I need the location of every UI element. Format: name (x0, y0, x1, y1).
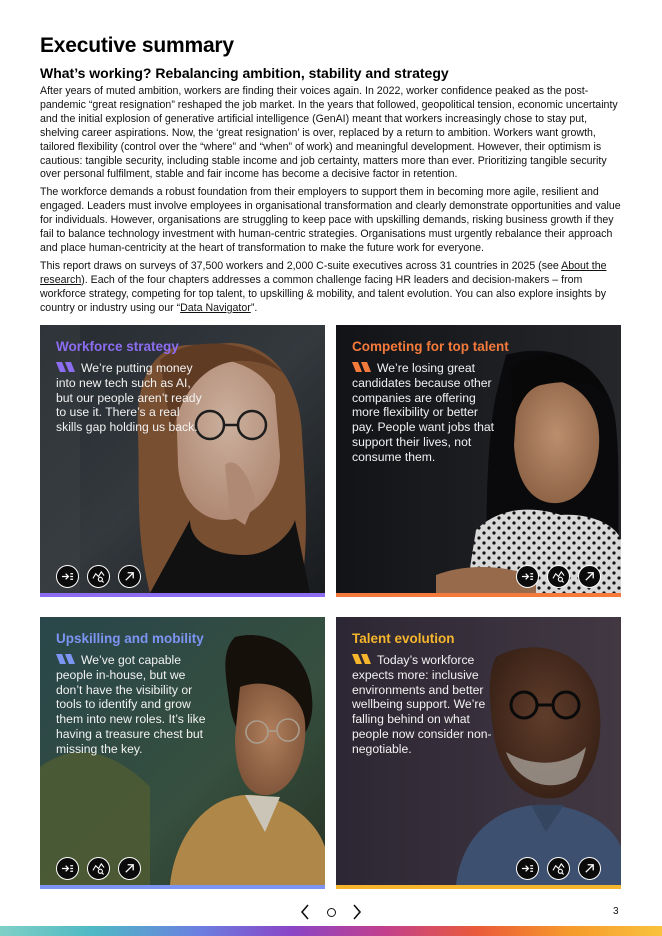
quote-mark-icon (352, 654, 374, 664)
next-page-button[interactable] (348, 903, 366, 921)
card-quote: We’ve got capable people in-house, but we don’t have the visibility or tools to identify and grow them into new roles. It’s like having a treasure chest but missing the key. (56, 653, 206, 756)
external-link-icon[interactable] (118, 857, 141, 880)
card-accent-bar (40, 885, 325, 889)
body-text (40, 85, 626, 320)
data-explore-icon[interactable] (547, 565, 570, 588)
card-quote: We’re losing great candidates because other companies are offering more flexibility or better pay. People want jobs that support their lives, not consume them. (352, 361, 495, 464)
page-title: Executive summary (40, 34, 234, 57)
data-navigator-link[interactable]: Data Navigator (180, 301, 251, 314)
card-actions (56, 857, 141, 880)
page-number: 3 (613, 906, 619, 917)
page-navigation (296, 902, 366, 922)
card-title: Workforce strategy (56, 339, 179, 354)
card-actions (516, 565, 601, 588)
card-actions (56, 565, 141, 588)
card-quote: Today’s workforce expects more: inclusive environments and better wellbeing support. We’re falling behind on what people now consider non-negotiable. (352, 653, 492, 756)
card-accent-bar (336, 593, 621, 597)
chevron-left-icon (300, 904, 310, 920)
card-talent-evolution[interactable] (336, 617, 621, 889)
data-explore-icon[interactable] (87, 565, 110, 588)
card-quote: We’re putting money into new tech such as AI, but our people aren’t ready to use it. There’s a real skills gap holding us back. (56, 361, 202, 435)
card-accent-bar (40, 593, 325, 597)
previous-page-button[interactable] (296, 903, 314, 921)
contents-icon[interactable] (56, 857, 79, 880)
card-title: Upskilling and mobility (56, 631, 204, 646)
chevron-right-icon (352, 904, 362, 920)
card-title: Talent evolution (352, 631, 455, 646)
about-research-link[interactable]: About the research (40, 259, 607, 286)
card-accent-bar (336, 885, 621, 889)
quote-mark-icon (56, 654, 78, 664)
card-actions (516, 857, 601, 880)
contents-icon[interactable] (516, 857, 539, 880)
card-upskilling-mobility[interactable] (40, 617, 325, 889)
external-link-icon[interactable] (578, 565, 601, 588)
external-link-icon[interactable] (578, 857, 601, 880)
paragraph-1: After years of muted ambition, workers are finding their voices again. In 2022, worker confidence peaked as the post-pandemic “great resignation” reshaped the job market. In the years that followed, geopolitical tension, economic uncertainty and the initial explosion of generative artificial intelligence (GenAI) meant that workers increasingly chose to stay put, shelving career aspirations. Now, the ‘great resignation’ is over, replaced by a return to ambition. Workers want growth, tailored flexibility (control over the “where” and “when” of work) and meaningful development. However, their optimism is cautious: tangible security, including stable income and job certainty, matters more than ever. Prioritizing tangible security over personal fulfilment, stable and fair income has become a decisive factor in retention. (40, 85, 618, 181)
quote-mark-icon (352, 362, 374, 372)
card-workforce-strategy[interactable] (40, 325, 325, 597)
paragraph-3: This report draws on surveys of 37,500 workers and 2,000 C-suite executives across 31 countries in 2025 (see About the research). Each of the four chapters addresses a common challenge facing HR leaders and decision-makers – from workforce strategy, competing for top talent, to upskilling & mobility, and talent evolution. You can also explore insights by country or industry using our “Data Navigator”. (40, 259, 607, 314)
paragraph-2: The workforce demands a robust foundation from their employers to support them in becoming more agile, resilient and engaged. Leaders must involve employees in organisational transformation and clearly demonstrate opportunities and value for individuals. However, organisations are struggling to keep pace with upskilling demands, risking business growth if they fail to balance technology investment with human-centric strategies. Organisations must urgently rebalance their approach and place human-centricity at the heart of transformation to make the future work for everyone. (40, 186, 621, 254)
home-button[interactable] (327, 908, 336, 917)
external-link-icon[interactable] (118, 565, 141, 588)
quote-mark-icon (56, 362, 78, 372)
contents-icon[interactable] (516, 565, 539, 588)
data-explore-icon[interactable] (547, 857, 570, 880)
card-competing-top-talent[interactable] (336, 325, 621, 597)
card-title: Competing for top talent (352, 339, 509, 354)
section-subtitle: What’s working? Rebalancing ambition, stability and strategy (40, 65, 449, 81)
contents-icon[interactable] (56, 565, 79, 588)
footer-gradient-bar (0, 926, 662, 936)
data-explore-icon[interactable] (87, 857, 110, 880)
